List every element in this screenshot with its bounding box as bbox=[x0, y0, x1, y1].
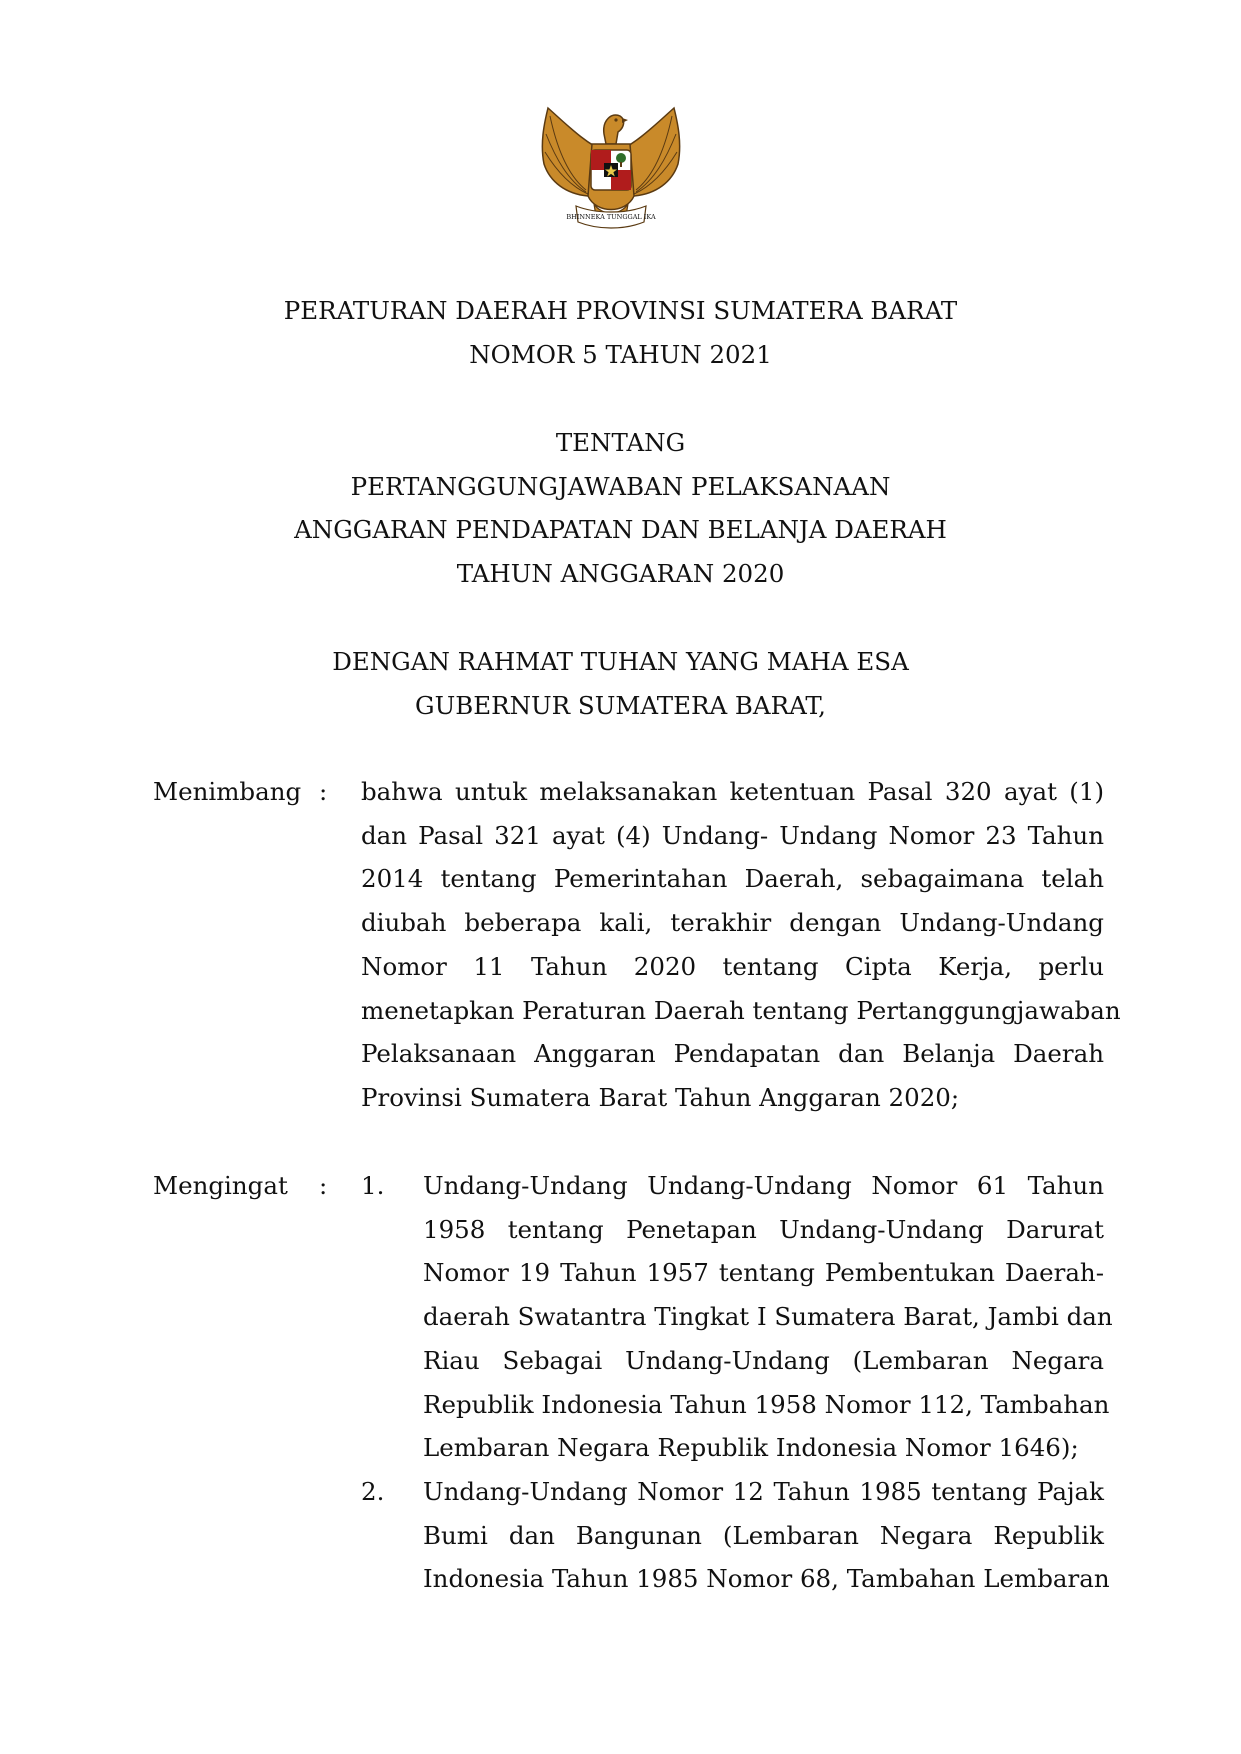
mengingat-line: Lembaran Negara Republik Indonesia Nomor 1646); bbox=[423, 1433, 1079, 1463]
menimbang-line: bahwa untuk melaksanakan ketentuan Pasal 320 ayat (1) bbox=[361, 777, 1104, 806]
regulation-number-line: NOMOR 5 TAHUN 2021 bbox=[469, 339, 772, 369]
preamble-line: GUBERNUR SUMATERA BARAT, bbox=[415, 690, 826, 720]
subject-line: ANGGARAN PENDAPATAN DAN BELANJA DAERAH bbox=[294, 515, 947, 544]
mengingat-label: Mengingat bbox=[153, 1171, 288, 1200]
menimbang-colon: : bbox=[319, 777, 328, 806]
menimbang-line: menetapkan Peraturan Daerah tentang Pertanggungjawaban bbox=[361, 995, 1121, 1025]
mengingat-line: Undang-Undang Undang-Undang Nomor 61 Tahun bbox=[423, 1171, 1104, 1200]
garuda-pancasila-emblem-icon bbox=[536, 104, 686, 244]
mengingat-item-number: 2. bbox=[361, 1477, 385, 1506]
menimbang-line: diubah beberapa kali, terakhir dengan Undang-Undang bbox=[361, 908, 1104, 938]
preamble bbox=[0, 640, 1241, 727]
regulation-title bbox=[0, 289, 1241, 376]
mengingat-line: Indonesia Tahun 1985 Nomor 68, Tambahan Lembaran bbox=[423, 1564, 1110, 1594]
tentang-heading: TENTANG bbox=[555, 428, 686, 457]
mengingat-item-number: 1. bbox=[361, 1171, 385, 1200]
mengingat-line: daerah Swatantra Tingkat I Sumatera Barat, Jambi dan bbox=[423, 1302, 1113, 1332]
mengingat-line: 1958 tentang Penetapan Undang-Undang Darurat bbox=[423, 1214, 1104, 1244]
menimbang-line: Nomor 11 Tahun 2020 tentang Cipta Kerja, perlu bbox=[361, 951, 1104, 981]
mengingat-colon: : bbox=[319, 1171, 328, 1200]
mengingat-item-text bbox=[423, 1470, 1110, 1601]
mengingat-item-text bbox=[423, 1164, 1113, 1470]
mengingat-line: Riau Sebagai Undang-Undang (Lembaran Negara bbox=[423, 1345, 1104, 1375]
menimbang-label: Menimbang bbox=[153, 777, 302, 806]
menimbang-line: Pelaksanaan Anggaran Pendapatan dan Belanja Daerah bbox=[361, 1039, 1104, 1069]
subject-line: TAHUN ANGGARAN 2020 bbox=[456, 558, 785, 588]
preamble-line: DENGAN RAHMAT TUHAN YANG MAHA ESA bbox=[332, 647, 909, 676]
menimbang-line: dan Pasal 321 ayat (4) Undang- Undang Nomor 23 Tahun bbox=[361, 820, 1104, 850]
mengingat-line: Nomor 19 Tahun 1957 tentang Pembentukan Daerah- bbox=[423, 1258, 1104, 1288]
menimbang-text bbox=[361, 770, 1121, 1120]
regulation-title-line: PERATURAN DAERAH PROVINSI SUMATERA BARAT bbox=[283, 296, 958, 325]
subject-line: PERTANGGUNGJAWABAN PELAKSANAAN bbox=[350, 471, 891, 501]
regulation-subject bbox=[0, 421, 1241, 595]
menimbang-line: Provinsi Sumatera Barat Tahun Anggaran 2020; bbox=[361, 1082, 960, 1112]
mengingat-line: Bumi dan Bangunan (Lembaran Negara Republik bbox=[423, 1520, 1104, 1550]
mengingat-line: Undang-Undang Nomor 12 Tahun 1985 tentang Pajak bbox=[423, 1477, 1104, 1506]
menimbang-line: 2014 tentang Pemerintahan Daerah, sebagaimana telah bbox=[361, 864, 1104, 894]
emblem-motto: BHINNEKA TUNGGAL IKA bbox=[566, 213, 656, 221]
mengingat-line: Republik Indonesia Tahun 1958 Nomor 112, Tambahan bbox=[423, 1389, 1110, 1419]
